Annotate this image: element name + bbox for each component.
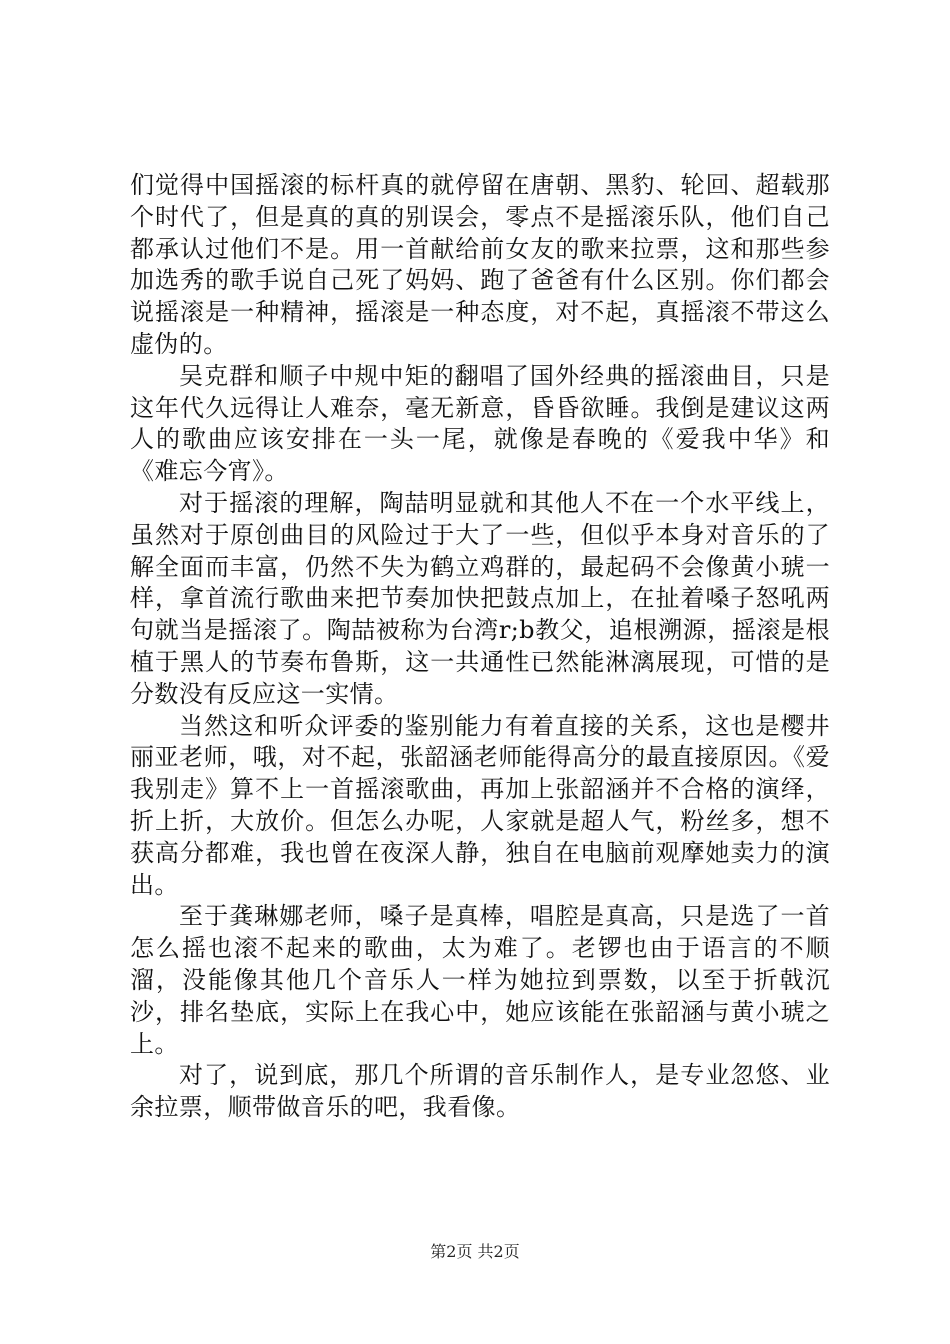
paragraph-wu-kequn: 吴克群和顺子中规中矩的翻唱了国外经典的摇滚曲目，只是这年代久远得让人难奈，毫无新意，昏昏欲睡。我倒是建议这两人的歌曲应该安排在一头一尾，就像是春晚的《爱我中华》和《难忘今宵》。 [130, 361, 830, 486]
document-body [130, 170, 830, 1124]
page-number-footer: 第2页 共2页 [430, 1242, 520, 1261]
paragraph-zhang-shaohan: 当然这和听众评委的鉴别能力有着直接的关系，这也是樱井丽亚老师，哦，对不起，张韶涵老师能得高分的最直接原因。《爱我别走》算不上一首摇滚歌曲，再加上张韶涵并不合格的演绎，折上折，大放价。但怎么办呢，人家就是超人气，粉丝多，想不获高分都难，我也曾在夜深人静，独自在电脑前观摩她卖力的演出。 [130, 711, 830, 899]
paragraph-gong-linna: 至于龚琳娜老师，嗓子是真棒，唱腔是真高，只是选了一首怎么摇也滚不起来的歌曲，太为难了。老锣也由于语言的不顺溜，没能像其他几个音乐人一样为她拉到票数，以至于折戟沉沙，排名垫底，实际上在我心中，她应该能在张韶涵与黄小琥之上。 [130, 902, 830, 1058]
paragraph-continuation: 们觉得中国摇滚的标杆真的就停留在唐朝、黑豹、轮回、超载那个时代了，但是真的真的别误会，零点不是摇滚乐队，他们自己都承认过他们不是。用一首献给前女友的歌来拉票，这和那些参加选秀的歌手说自己死了妈妈、跑了爸爸有什么区别。你们都会说摇滚是一种精神，摇滚是一种态度，对不起，真摇滚不带这么虚伪的。 [130, 171, 830, 358]
paragraph-tao-zhe: 对于摇滚的理解，陶喆明显就和其他人不在一个水平线上，虽然对于原创曲目的风险过于大了一些，但似乎本身对音乐的了解全面而丰富，仍然不失为鹤立鸡群的，最起码不会像黄小琥一样，拿首流行歌曲来把节奏加快把鼓点加上，在扯着嗓子怒吼两句就当是摇滚了。陶喆被称为台湾r;b教父，追根溯源，摇滚是根植于黑人的节奏布鲁斯，这一共通性已然能淋漓展现，可惜的是分数没有反应这一实情。 [130, 488, 830, 708]
paragraph-conclusion: 对了，说到底，那几个所谓的音乐制作人，是专业忽悠、业余拉票，顺带做音乐的吧，我看像。 [130, 1061, 830, 1122]
